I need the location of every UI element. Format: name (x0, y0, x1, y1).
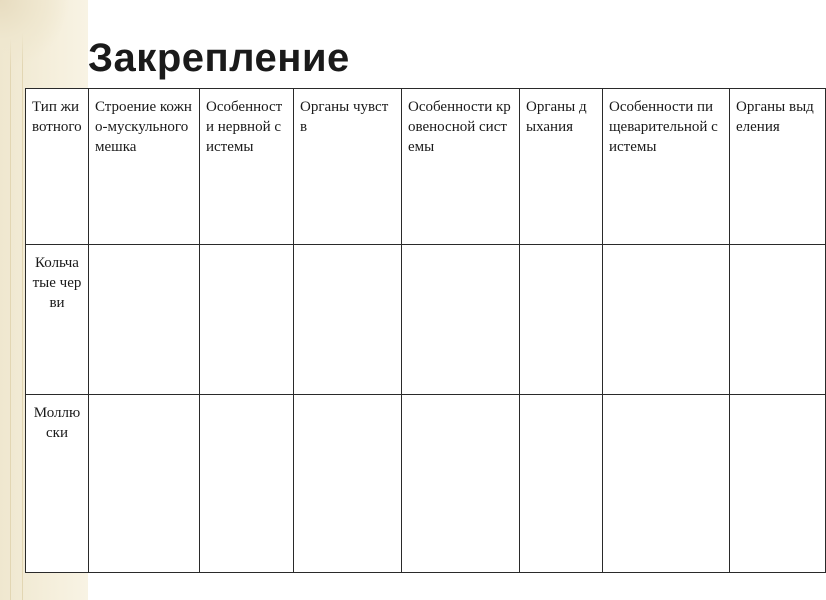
table-cell[interactable] (89, 245, 200, 395)
table-row (26, 395, 826, 573)
table-cell[interactable] (603, 245, 730, 395)
table-cell[interactable] (402, 245, 520, 395)
table-cell[interactable] (520, 245, 603, 395)
row-label-cell: Моллюски (26, 395, 89, 573)
table-header-cell: Особенности пищеварительной системы (603, 89, 730, 245)
decorative-line (22, 0, 23, 600)
table-row (26, 245, 826, 395)
table-header-cell: Тип животного (26, 89, 89, 245)
table-header-cell: Особенности кровеносной системы (402, 89, 520, 245)
table-cell[interactable] (730, 395, 826, 573)
decorative-corner (0, 0, 70, 70)
table-cell[interactable] (603, 395, 730, 573)
decorative-line (10, 0, 11, 600)
comparison-table (25, 88, 826, 573)
table-header-cell: Органы чувств (294, 89, 402, 245)
table-cell[interactable] (294, 395, 402, 573)
table-header-cell: Строение кожно-мускульного мешка (89, 89, 200, 245)
row-label-cell: Кольчатые черви (26, 245, 89, 395)
table-header-cell: Особенности нервной системы (200, 89, 294, 245)
table-header-row (26, 89, 826, 245)
table-header-cell: Органы выделения (730, 89, 826, 245)
table-cell[interactable] (294, 245, 402, 395)
table-cell[interactable] (200, 245, 294, 395)
table-cell[interactable] (89, 395, 200, 573)
table-cell[interactable] (200, 395, 294, 573)
slide-title: Закрепление (88, 36, 350, 80)
table-cell[interactable] (730, 245, 826, 395)
table-header-cell: Органы дыхания (520, 89, 603, 245)
table-cell[interactable] (402, 395, 520, 573)
table-cell[interactable] (520, 395, 603, 573)
